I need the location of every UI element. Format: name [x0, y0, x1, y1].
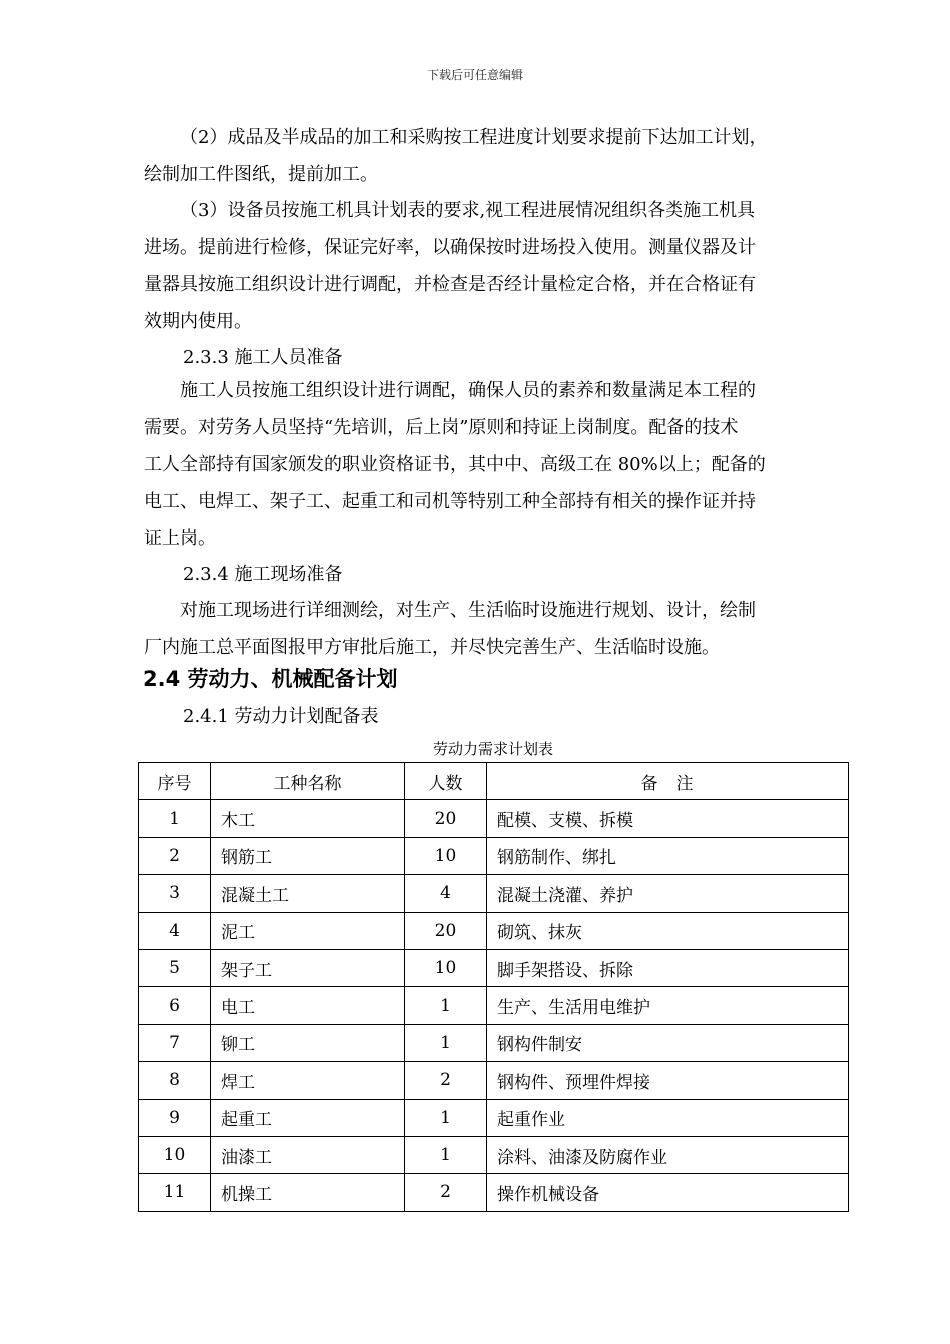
cell-trade: 油漆工 — [211, 1136, 405, 1173]
cell-count: 1 — [405, 1136, 487, 1173]
text-line: 电工、电焊工、架子工、起重工和司机等特别工种全部持有相关的操作证并持 — [144, 491, 756, 512]
cell-count: 1 — [405, 1024, 487, 1061]
cell-remark: 涂料、油漆及防腐作业 — [487, 1136, 849, 1173]
cell-count: 1 — [405, 987, 487, 1024]
cell-index: 8 — [139, 1062, 211, 1099]
text-line: 绘制加工件图纸，提前加工。 — [144, 164, 378, 185]
table-row — [139, 1136, 849, 1173]
text-line: 进场。提前进行检修，保证完好率，以确保按时进场投入使用。测量仪器及计 — [144, 237, 756, 258]
cell-count: 1 — [405, 1099, 487, 1136]
text-line: （3）设备员按施工机具计划表的要求,视工程进展情况组织各类施工机具 — [180, 200, 756, 221]
table-row — [139, 912, 849, 949]
text-line: （2）成品及半成品的加工和采购按工程进度计划要求提前下达加工计划， — [180, 127, 768, 148]
cell-index: 7 — [139, 1024, 211, 1061]
cell-remark: 起重作业 — [487, 1099, 849, 1136]
labor-plan-table — [138, 762, 849, 1212]
text-line: 证上岗。 — [144, 528, 216, 549]
table-row — [139, 1099, 849, 1136]
cell-remark: 钢构件制安 — [487, 1024, 849, 1061]
text-line: 效期内使用。 — [144, 311, 252, 332]
cell-count: 2 — [405, 1062, 487, 1099]
cell-remark: 配模、支模、拆模 — [487, 800, 849, 837]
table-row — [139, 837, 849, 874]
table-row — [139, 875, 849, 912]
cell-index: 9 — [139, 1099, 211, 1136]
cell-index: 3 — [139, 875, 211, 912]
table-caption: 劳动力需求计划表 — [432, 740, 553, 758]
cell-trade: 混凝土工 — [211, 875, 405, 912]
cell-index: 11 — [139, 1174, 211, 1211]
table-row — [139, 800, 849, 837]
cell-count: 10 — [405, 949, 487, 986]
text-line: 量器具按施工组织设计进行调配，并检查是否经计量检定合格，并在合格证有 — [144, 274, 756, 295]
cell-remark: 生产、生活用电维护 — [487, 987, 849, 1024]
cell-trade: 架子工 — [211, 949, 405, 986]
cell-index: 4 — [139, 912, 211, 949]
cell-index: 1 — [139, 800, 211, 837]
cell-trade: 泥工 — [211, 912, 405, 949]
text-line: 施工人员按施工组织设计进行调配，确保人员的素养和数量满足本工程的 — [180, 380, 756, 401]
table-row — [139, 1024, 849, 1061]
table-row — [139, 1062, 849, 1099]
cell-count: 4 — [405, 875, 487, 912]
cell-count: 2 — [405, 1174, 487, 1211]
cell-index: 6 — [139, 987, 211, 1024]
cell-remark: 钢筋制作、绑扎 — [487, 837, 849, 874]
cell-index: 5 — [139, 949, 211, 986]
cell-trade: 焊工 — [211, 1062, 405, 1099]
page-header: 下载后可任意编辑 — [426, 68, 523, 82]
subheading-labor-table: 2.4.1 劳动力计划配备表 — [183, 706, 379, 727]
table-row — [139, 1174, 849, 1211]
cell-count: 20 — [405, 912, 487, 949]
paragraph-processing — [144, 119, 812, 193]
cell-trade: 电工 — [211, 987, 405, 1024]
cell-remark: 砌筑、抹灰 — [487, 912, 849, 949]
text-line: 需要。对劳务人员坚持“先培训，后上岗”原则和持证上岗制度。配备的技术 — [144, 417, 739, 438]
cell-remark: 钢构件、预埋件焊接 — [487, 1062, 849, 1099]
paragraph-equipment — [144, 192, 812, 340]
text-line: 对施工现场进行详细测绘，对生产、生活临时设施进行规划、设计，绘制 — [180, 600, 756, 621]
cell-trade: 起重工 — [211, 1099, 405, 1136]
cell-index: 10 — [139, 1136, 211, 1173]
subheading-site: 2.3.4 施工现场准备 — [183, 564, 343, 585]
cell-count: 10 — [405, 837, 487, 874]
table-row — [139, 949, 849, 986]
cell-count: 20 — [405, 800, 487, 837]
cell-trade: 铆工 — [211, 1024, 405, 1061]
text-line: 工人全部持有国家颁发的职业资格证书，其中中、高级工在 80%以上；配备的 — [144, 454, 766, 475]
table-header-row — [139, 763, 849, 800]
cell-remark: 操作机械设备 — [487, 1174, 849, 1211]
header-trade: 工种名称 — [211, 763, 405, 800]
cell-trade: 机操工 — [211, 1174, 405, 1211]
header-remark: 备 注 — [487, 763, 849, 800]
paragraph-site — [144, 592, 812, 666]
section-heading: 2.4 劳动力、机械配备计划 — [143, 667, 398, 691]
cell-trade: 钢筋工 — [211, 837, 405, 874]
paragraph-personnel — [144, 372, 812, 557]
text-line: 厂内施工总平面图报甲方审批后施工，并尽快完善生产、生活临时设施。 — [144, 637, 720, 658]
cell-trade: 木工 — [211, 800, 405, 837]
table-row — [139, 987, 849, 1024]
cell-index: 2 — [139, 837, 211, 874]
subheading-personnel: 2.3.3 施工人员准备 — [183, 347, 343, 368]
cell-remark: 混凝土浇灌、养护 — [487, 875, 849, 912]
cell-remark: 脚手架搭设、拆除 — [487, 949, 849, 986]
header-index: 序号 — [139, 763, 211, 800]
header-count: 人数 — [405, 763, 487, 800]
